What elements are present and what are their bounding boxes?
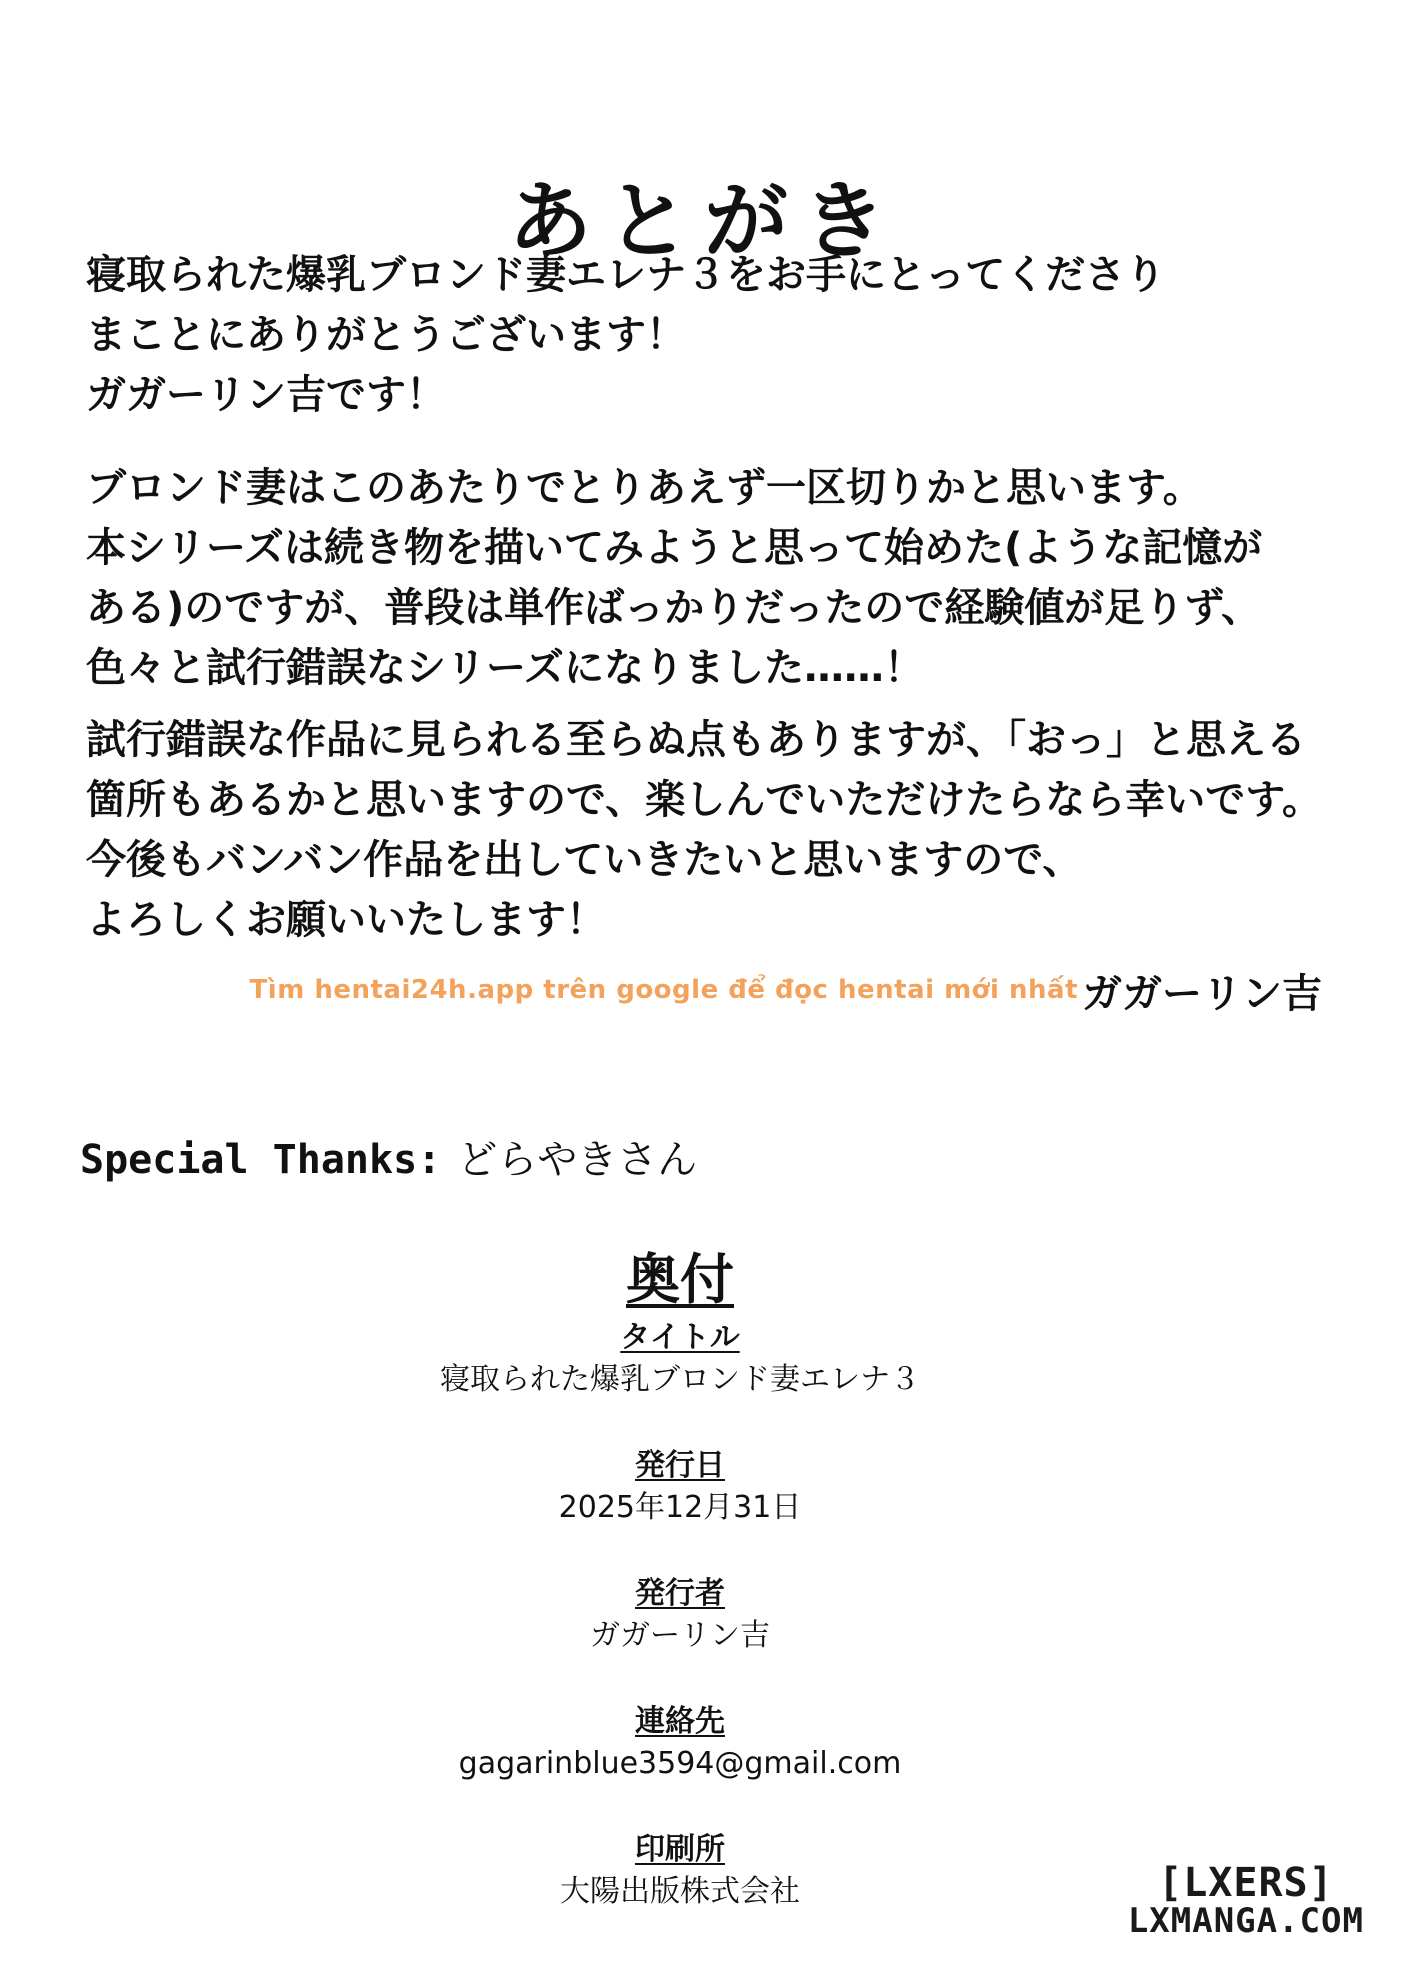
colophon-value: 大陽出版株式会社 (560, 1874, 800, 1909)
paragraph-line: 寝取られた爆乳ブロンド妻エレナ３をお手にとってくださり (86, 252, 1166, 298)
colophon-label: 連絡先 (635, 1704, 725, 1739)
colophon-value: 寝取られた爆乳ブロンド妻エレナ３ (440, 1362, 920, 1397)
signature-row (250, 960, 1322, 1020)
logo-text-top: [LXERS] (1158, 1860, 1334, 1906)
page-title: あとがき (507, 171, 900, 271)
paragraph-line: 試行錯誤な作品に見られる至らぬ点もありますが、「おっ」と思える (86, 717, 1306, 763)
colophon-entry-date (0, 1445, 1360, 1529)
site-logo (1128, 1862, 1364, 1940)
paragraph-line: 本シリーズは続き物を描いてみようと思って始めた(ような記憶が (86, 525, 1263, 571)
colophon-label: 印刷所 (635, 1832, 725, 1867)
special-thanks-name: どらやきさん (457, 1137, 698, 1183)
paragraph-line: ガガーリン吉です！ (86, 372, 446, 418)
colophon-value: 2025年12月31日 (558, 1490, 802, 1525)
afterword-paragraph-2 (86, 458, 1346, 698)
author-signature: ガガーリン吉 (1082, 970, 1322, 1017)
paragraph-line: 箇所もあるかと思いますので、楽しんでいただけたらなら幸いです。 (86, 777, 1322, 823)
colophon-entry-publisher (0, 1573, 1360, 1657)
paragraph-line: よろしくお願いいたします！ (86, 897, 606, 943)
paragraph-line: ある)のですが、普段は単作ばっかりだったので経験値が足りず、 (86, 585, 1262, 631)
colophon (0, 1245, 1360, 1913)
colophon-label: 発行日 (635, 1448, 725, 1483)
paragraph-line: 今後もバンバン作品を出していきたいと思いますので、 (86, 837, 1083, 883)
colophon-label: 発行者 (635, 1576, 725, 1611)
colophon-value: gagarinblue3594@gmail.com (458, 1746, 902, 1781)
colophon-entry-title (0, 1317, 1360, 1401)
colophon-value: ガガーリン吉 (590, 1618, 770, 1653)
watermark-text: Tìm hentai24h.app trên google để đọc hentai mới nhất (249, 975, 1078, 1005)
special-thanks (80, 1128, 697, 1185)
colophon-heading: 奥付 (626, 1248, 734, 1311)
afterword-paragraph-3 (86, 710, 1346, 950)
paragraph-line: 色々と試行錯誤なシリーズになりました……！ (86, 645, 924, 691)
colophon-label: タイトル (620, 1320, 740, 1355)
paragraph-line: まことにありがとうございます！ (86, 312, 686, 358)
colophon-entry-contact (0, 1701, 1360, 1785)
afterword-paragraph-1 (86, 245, 1346, 425)
paragraph-line: ブロンド妻はこのあたりでとりあえず一区切りかと思います。 (86, 465, 1203, 511)
logo-text-bottom: LXMANGA.COM (1127, 1901, 1364, 1941)
special-thanks-label: Special Thanks: (80, 1137, 442, 1183)
